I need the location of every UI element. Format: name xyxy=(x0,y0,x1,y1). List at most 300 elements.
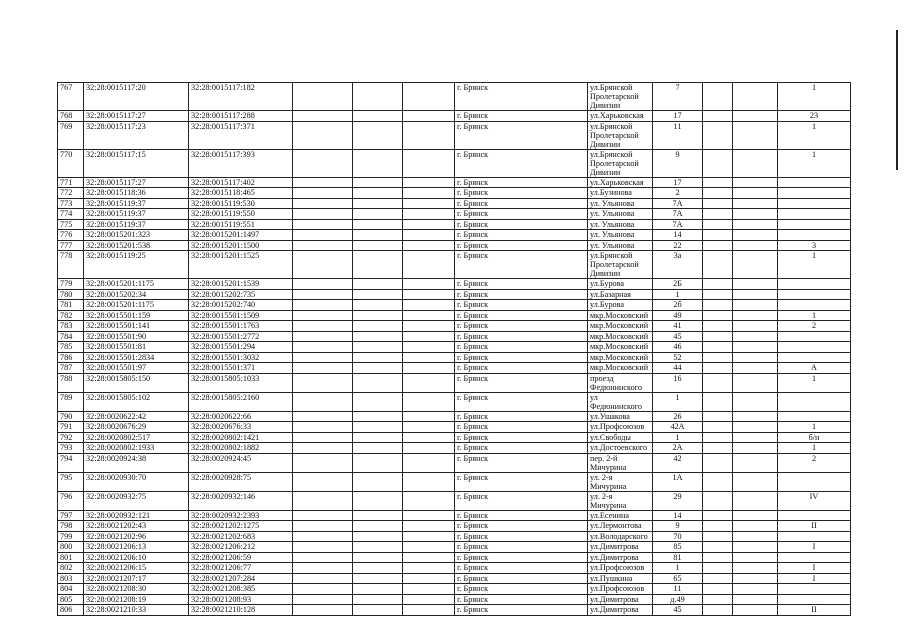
house-number-cell: 17 xyxy=(653,177,703,188)
street-cell: ул. 2-я Мичурина xyxy=(588,491,653,510)
empty-cell xyxy=(733,342,778,353)
row-number-cell: 772 xyxy=(58,188,84,199)
row-number-cell: 777 xyxy=(58,240,84,251)
empty-cell xyxy=(293,521,353,532)
city-cell: г. Брянск xyxy=(455,552,588,563)
unit-number-cell: 1 xyxy=(778,422,851,433)
house-number-cell: 14 xyxy=(653,510,703,521)
empty-cell xyxy=(733,300,778,311)
table-row xyxy=(58,321,851,332)
object-cadastral-number-cell: 32:28:0020802:1421 xyxy=(189,432,293,443)
street-cell: ул.Володарского xyxy=(588,531,653,542)
empty-cell xyxy=(733,331,778,342)
empty-cell xyxy=(703,363,733,374)
unit-number-cell xyxy=(778,198,851,209)
empty-cell xyxy=(733,373,778,392)
empty-cell xyxy=(403,432,455,443)
empty-cell xyxy=(733,310,778,321)
empty-cell xyxy=(353,521,403,532)
street-cell: ул. Ульянова xyxy=(588,219,653,230)
row-number-cell: 781 xyxy=(58,300,84,311)
house-number-cell: 2А xyxy=(653,443,703,454)
house-number-cell: 3а xyxy=(653,251,703,279)
street-cell: мкр.Московский xyxy=(588,331,653,342)
house-number-cell: д.49 xyxy=(653,594,703,605)
empty-cell xyxy=(293,251,353,279)
unit-number-cell xyxy=(778,411,851,422)
land-cadastral-number-cell: 32:28:0015501:2834 xyxy=(84,352,189,363)
land-cadastral-number-cell: 32:28:0015119:25 xyxy=(84,251,189,279)
row-number-cell: 769 xyxy=(58,121,84,149)
object-cadastral-number-cell: 32:28:0015119:530 xyxy=(189,198,293,209)
city-cell: г. Брянск xyxy=(455,352,588,363)
land-cadastral-number-cell: 32:28:0015501:159 xyxy=(84,310,189,321)
empty-cell xyxy=(703,573,733,584)
table-row xyxy=(58,443,851,454)
object-cadastral-number-cell: 32:28:0015118:465 xyxy=(189,188,293,199)
house-number-cell: 2 xyxy=(653,188,703,199)
object-cadastral-number-cell: 32:28:0015501:3032 xyxy=(189,352,293,363)
empty-cell xyxy=(353,188,403,199)
unit-number-cell: I xyxy=(778,573,851,584)
street-cell: ул.Базарная xyxy=(588,289,653,300)
empty-cell xyxy=(293,188,353,199)
unit-number-cell: 1 xyxy=(778,310,851,321)
unit-number-cell xyxy=(778,177,851,188)
city-cell: г. Брянск xyxy=(455,251,588,279)
house-number-cell: 7 xyxy=(653,83,703,111)
street-cell: ул.Профсоюзов xyxy=(588,422,653,433)
empty-cell xyxy=(733,230,778,241)
object-cadastral-number-cell: 32:28:0015119:551 xyxy=(189,219,293,230)
row-number-cell: 773 xyxy=(58,198,84,209)
house-number-cell: 42А xyxy=(653,422,703,433)
street-cell: ул.Димитрова xyxy=(588,552,653,563)
empty-cell xyxy=(353,251,403,279)
house-number-cell: 26 xyxy=(653,411,703,422)
land-cadastral-number-cell: 32:28:0021208:30 xyxy=(84,584,189,595)
land-cadastral-number-cell: 32:28:0015118:36 xyxy=(84,188,189,199)
city-cell: г. Брянск xyxy=(455,83,588,111)
unit-number-cell xyxy=(778,188,851,199)
empty-cell xyxy=(403,605,455,616)
empty-cell xyxy=(703,240,733,251)
land-cadastral-number-cell: 32:28:0015201:323 xyxy=(84,230,189,241)
empty-cell xyxy=(353,352,403,363)
row-number-cell: 771 xyxy=(58,177,84,188)
table-row xyxy=(58,531,851,542)
empty-cell xyxy=(353,531,403,542)
object-cadastral-number-cell: 32:28:0015202:735 xyxy=(189,289,293,300)
city-cell: г. Брянск xyxy=(455,149,588,177)
table-row xyxy=(58,552,851,563)
empty-cell xyxy=(733,219,778,230)
table-row xyxy=(58,491,851,510)
land-cadastral-number-cell: 32:28:0015119:37 xyxy=(84,219,189,230)
empty-cell xyxy=(703,392,733,411)
land-cadastral-number-cell: 32:28:0021208:19 xyxy=(84,594,189,605)
empty-cell xyxy=(703,121,733,149)
empty-cell xyxy=(353,573,403,584)
empty-cell xyxy=(353,584,403,595)
empty-cell xyxy=(293,240,353,251)
empty-cell xyxy=(703,300,733,311)
table-row xyxy=(58,453,851,472)
street-cell: ул.Бурова xyxy=(588,300,653,311)
empty-cell xyxy=(353,83,403,111)
object-cadastral-number-cell: 32:28:0021202:1275 xyxy=(189,521,293,532)
row-number-cell: 785 xyxy=(58,342,84,353)
city-cell: г. Брянск xyxy=(455,373,588,392)
street-cell: мкр.Московский xyxy=(588,321,653,332)
empty-cell xyxy=(293,453,353,472)
street-cell: ул. Ульянова xyxy=(588,230,653,241)
street-cell: ул.Димитрова xyxy=(588,594,653,605)
house-number-cell: 11 xyxy=(653,584,703,595)
city-cell: г. Брянск xyxy=(455,453,588,472)
empty-cell xyxy=(293,111,353,122)
empty-cell xyxy=(353,177,403,188)
row-number-cell: 788 xyxy=(58,373,84,392)
land-cadastral-number-cell: 32:28:0020924:38 xyxy=(84,453,189,472)
empty-cell xyxy=(353,552,403,563)
empty-cell xyxy=(703,510,733,521)
empty-cell xyxy=(733,422,778,433)
empty-cell xyxy=(703,177,733,188)
street-cell: ул.Профсоюзов xyxy=(588,563,653,574)
empty-cell xyxy=(293,352,353,363)
object-cadastral-number-cell: 32:28:0015202:740 xyxy=(189,300,293,311)
empty-cell xyxy=(353,432,403,443)
row-number-cell: 783 xyxy=(58,321,84,332)
row-number-cell: 800 xyxy=(58,542,84,553)
street-cell: ул.Харьковская xyxy=(588,177,653,188)
empty-cell xyxy=(353,111,403,122)
unit-number-cell: 1 xyxy=(778,373,851,392)
empty-cell xyxy=(703,552,733,563)
unit-number-cell xyxy=(778,392,851,411)
row-number-cell: 791 xyxy=(58,422,84,433)
house-number-cell: 70 xyxy=(653,531,703,542)
city-cell: г. Брянск xyxy=(455,111,588,122)
unit-number-cell xyxy=(778,331,851,342)
empty-cell xyxy=(293,510,353,521)
row-number-cell: 775 xyxy=(58,219,84,230)
empty-cell xyxy=(353,443,403,454)
table-row xyxy=(58,111,851,122)
row-number-cell: 789 xyxy=(58,392,84,411)
row-number-cell: 799 xyxy=(58,531,84,542)
registry-rows xyxy=(58,83,851,616)
land-cadastral-number-cell: 32:28:0020802:517 xyxy=(84,432,189,443)
row-number-cell: 767 xyxy=(58,83,84,111)
empty-cell xyxy=(703,521,733,532)
empty-cell xyxy=(293,531,353,542)
empty-cell xyxy=(703,411,733,422)
house-number-cell: 29 xyxy=(653,491,703,510)
street-cell: ул.Лермонтова xyxy=(588,521,653,532)
object-cadastral-number-cell: 32:28:0021206:212 xyxy=(189,542,293,553)
row-number-cell: 805 xyxy=(58,594,84,605)
unit-number-cell xyxy=(778,300,851,311)
empty-cell xyxy=(703,373,733,392)
unit-number-cell: 3 xyxy=(778,240,851,251)
empty-cell xyxy=(403,121,455,149)
empty-cell xyxy=(403,111,455,122)
row-number-cell: 801 xyxy=(58,552,84,563)
house-number-cell: 16 xyxy=(653,373,703,392)
table-row xyxy=(58,594,851,605)
empty-cell xyxy=(703,149,733,177)
scan-edge-mark xyxy=(896,30,898,170)
empty-cell xyxy=(403,310,455,321)
table-row xyxy=(58,573,851,584)
empty-cell xyxy=(703,111,733,122)
street-cell: ул. Ульянова xyxy=(588,198,653,209)
empty-cell xyxy=(733,111,778,122)
table-row xyxy=(58,289,851,300)
land-cadastral-number-cell: 32:28:0021207:17 xyxy=(84,573,189,584)
object-cadastral-number-cell: 32:28:0015501:1763 xyxy=(189,321,293,332)
house-number-cell: 1 xyxy=(653,432,703,443)
city-cell: г. Брянск xyxy=(455,392,588,411)
empty-cell xyxy=(403,373,455,392)
unit-number-cell: б/н xyxy=(778,432,851,443)
table-row xyxy=(58,149,851,177)
land-cadastral-number-cell: 32:28:0015117:20 xyxy=(84,83,189,111)
street-cell: ул.Брянской Пролетарской Дивизии xyxy=(588,251,653,279)
unit-number-cell: 2 xyxy=(778,453,851,472)
empty-cell xyxy=(293,363,353,374)
row-number-cell: 803 xyxy=(58,573,84,584)
unit-number-cell: 2 xyxy=(778,321,851,332)
empty-cell xyxy=(403,584,455,595)
unit-number-cell xyxy=(778,531,851,542)
land-cadastral-number-cell: 32:28:0020932:75 xyxy=(84,491,189,510)
street-cell: ул.Бурова xyxy=(588,279,653,290)
street-cell: ул Федюнинского xyxy=(588,392,653,411)
object-cadastral-number-cell: 32:28:0021207:284 xyxy=(189,573,293,584)
empty-cell xyxy=(703,209,733,220)
street-cell: мкр.Московский xyxy=(588,310,653,321)
house-number-cell: 41 xyxy=(653,321,703,332)
land-cadastral-number-cell: 32:28:0015201:1175 xyxy=(84,300,189,311)
empty-cell xyxy=(703,83,733,111)
object-cadastral-number-cell: 32:28:0015117:288 xyxy=(189,111,293,122)
table-row xyxy=(58,230,851,241)
empty-cell xyxy=(703,289,733,300)
empty-cell xyxy=(733,279,778,290)
unit-number-cell xyxy=(778,594,851,605)
empty-cell xyxy=(403,363,455,374)
empty-cell xyxy=(703,531,733,542)
object-cadastral-number-cell: 32:28:0020932:146 xyxy=(189,491,293,510)
empty-cell xyxy=(733,491,778,510)
empty-cell xyxy=(403,219,455,230)
table-row xyxy=(58,279,851,290)
empty-cell xyxy=(703,453,733,472)
city-cell: г. Брянск xyxy=(455,279,588,290)
empty-cell xyxy=(703,432,733,443)
city-cell: г. Брянск xyxy=(455,240,588,251)
table-row xyxy=(58,432,851,443)
object-cadastral-number-cell: 32:28:0015805:1033 xyxy=(189,373,293,392)
empty-cell xyxy=(353,605,403,616)
unit-number-cell: IV xyxy=(778,491,851,510)
land-cadastral-number-cell: 32:28:0015201:538 xyxy=(84,240,189,251)
street-cell: ул.Бузинова xyxy=(588,188,653,199)
table-row xyxy=(58,373,851,392)
land-cadastral-number-cell: 32:28:0015805:150 xyxy=(84,373,189,392)
row-number-cell: 804 xyxy=(58,584,84,595)
table-row xyxy=(58,209,851,220)
table-row xyxy=(58,542,851,553)
registry-table xyxy=(57,82,851,616)
empty-cell xyxy=(293,373,353,392)
empty-cell xyxy=(353,373,403,392)
table-row xyxy=(58,198,851,209)
city-cell: г. Брянск xyxy=(455,289,588,300)
city-cell: г. Брянск xyxy=(455,531,588,542)
city-cell: г. Брянск xyxy=(455,331,588,342)
empty-cell xyxy=(703,188,733,199)
empty-cell xyxy=(703,584,733,595)
city-cell: г. Брянск xyxy=(455,594,588,605)
house-number-cell: 9 xyxy=(653,521,703,532)
empty-cell xyxy=(403,331,455,342)
empty-cell xyxy=(353,342,403,353)
street-cell: ул.Димитрова xyxy=(588,542,653,553)
land-cadastral-number-cell: 32:28:0021206:13 xyxy=(84,542,189,553)
row-number-cell: 770 xyxy=(58,149,84,177)
city-cell: г. Брянск xyxy=(455,363,588,374)
empty-cell xyxy=(353,321,403,332)
object-cadastral-number-cell: 32:28:0020928:75 xyxy=(189,472,293,491)
unit-number-cell: II xyxy=(778,605,851,616)
table-row xyxy=(58,83,851,111)
object-cadastral-number-cell: 32:28:0015119:550 xyxy=(189,209,293,220)
house-number-cell: 1А xyxy=(653,472,703,491)
empty-cell xyxy=(353,411,403,422)
empty-cell xyxy=(293,279,353,290)
unit-number-cell xyxy=(778,342,851,353)
empty-cell xyxy=(353,240,403,251)
empty-cell xyxy=(733,121,778,149)
land-cadastral-number-cell: 32:28:0015501:141 xyxy=(84,321,189,332)
house-number-cell: 1 xyxy=(653,289,703,300)
empty-cell xyxy=(403,542,455,553)
empty-cell xyxy=(293,542,353,553)
object-cadastral-number-cell: 32:28:0015805:2160 xyxy=(189,392,293,411)
row-number-cell: 796 xyxy=(58,491,84,510)
land-cadastral-number-cell: 32:28:0021202:96 xyxy=(84,531,189,542)
table-row xyxy=(58,121,851,149)
object-cadastral-number-cell: 32:28:0020676:33 xyxy=(189,422,293,433)
table-row xyxy=(58,240,851,251)
empty-cell xyxy=(403,411,455,422)
land-cadastral-number-cell: 32:28:0021206:15 xyxy=(84,563,189,574)
empty-cell xyxy=(703,605,733,616)
city-cell: г. Брянск xyxy=(455,443,588,454)
city-cell: г. Брянск xyxy=(455,605,588,616)
land-cadastral-number-cell: 32:28:0015201:1175 xyxy=(84,279,189,290)
city-cell: г. Брянск xyxy=(455,411,588,422)
house-number-cell: 45 xyxy=(653,605,703,616)
empty-cell xyxy=(403,352,455,363)
empty-cell xyxy=(733,443,778,454)
object-cadastral-number-cell: 32:28:0015201:1497 xyxy=(189,230,293,241)
empty-cell xyxy=(353,121,403,149)
row-number-cell: 793 xyxy=(58,443,84,454)
table-row xyxy=(58,563,851,574)
unit-number-cell: А xyxy=(778,363,851,374)
empty-cell xyxy=(733,188,778,199)
object-cadastral-number-cell: 32:28:0021208:93 xyxy=(189,594,293,605)
empty-cell xyxy=(293,219,353,230)
empty-cell xyxy=(353,563,403,574)
row-number-cell: 774 xyxy=(58,209,84,220)
city-cell: г. Брянск xyxy=(455,310,588,321)
empty-cell xyxy=(353,594,403,605)
empty-cell xyxy=(403,453,455,472)
object-cadastral-number-cell: 32:28:0015501:294 xyxy=(189,342,293,353)
table-row xyxy=(58,411,851,422)
empty-cell xyxy=(403,198,455,209)
empty-cell xyxy=(353,219,403,230)
empty-cell xyxy=(733,177,778,188)
land-cadastral-number-cell: 32:28:0015501:81 xyxy=(84,342,189,353)
empty-cell xyxy=(733,363,778,374)
unit-number-cell xyxy=(778,552,851,563)
object-cadastral-number-cell: 32:28:0021208:385 xyxy=(189,584,293,595)
object-cadastral-number-cell: 32:28:0021206:59 xyxy=(189,552,293,563)
city-cell: г. Брянск xyxy=(455,491,588,510)
empty-cell xyxy=(353,310,403,321)
empty-cell xyxy=(293,472,353,491)
empty-cell xyxy=(733,251,778,279)
empty-cell xyxy=(293,432,353,443)
land-cadastral-number-cell: 32:28:0015117:23 xyxy=(84,121,189,149)
house-number-cell: 22 xyxy=(653,240,703,251)
unit-number-cell: II xyxy=(778,521,851,532)
table-row xyxy=(58,363,851,374)
city-cell: г. Брянск xyxy=(455,432,588,443)
empty-cell xyxy=(403,251,455,279)
table-row xyxy=(58,605,851,616)
house-number-cell: 85 xyxy=(653,542,703,553)
house-number-cell: 52 xyxy=(653,352,703,363)
land-cadastral-number-cell: 32:28:0020802:1933 xyxy=(84,443,189,454)
empty-cell xyxy=(353,363,403,374)
street-cell: ул. Ульянова xyxy=(588,209,653,220)
city-cell: г. Брянск xyxy=(455,472,588,491)
house-number-cell: 11 xyxy=(653,121,703,149)
empty-cell xyxy=(353,300,403,311)
empty-cell xyxy=(403,521,455,532)
empty-cell xyxy=(403,443,455,454)
empty-cell xyxy=(403,209,455,220)
house-number-cell: 65 xyxy=(653,573,703,584)
empty-cell xyxy=(293,491,353,510)
row-number-cell: 794 xyxy=(58,453,84,472)
city-cell: г. Брянск xyxy=(455,198,588,209)
object-cadastral-number-cell: 32:28:0015117:371 xyxy=(189,121,293,149)
empty-cell xyxy=(403,422,455,433)
unit-number-cell xyxy=(778,230,851,241)
empty-cell xyxy=(293,121,353,149)
empty-cell xyxy=(733,289,778,300)
row-number-cell: 784 xyxy=(58,331,84,342)
